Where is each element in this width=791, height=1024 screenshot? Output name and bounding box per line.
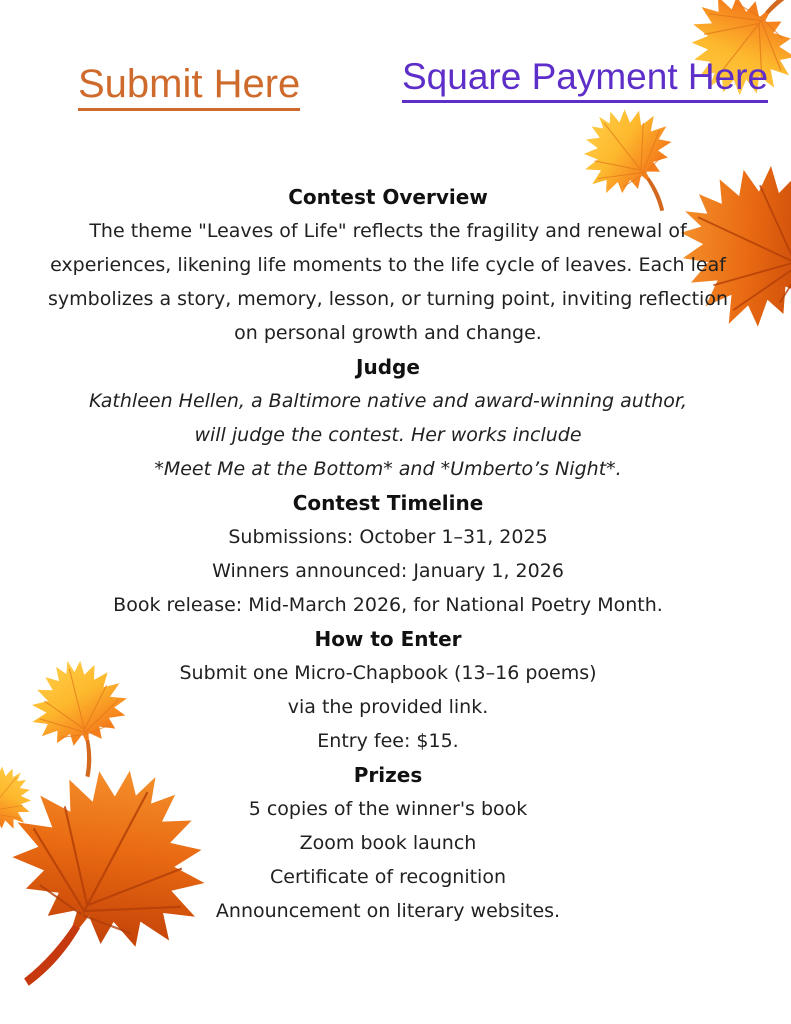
section-heading-how-to-enter: How to Enter	[314, 627, 462, 651]
text-line: Winners announced: January 1, 2026	[212, 560, 564, 582]
square-payment-link[interactable]: Square Payment Here	[402, 58, 768, 103]
text-line: The theme "Leaves of Life" reflects the fragility and renewal of	[89, 220, 687, 242]
text-line: Submit one Micro-Chapbook (13–16 poems)	[179, 662, 597, 684]
text-line: *Meet Me at the Bottom* and *Umberto’s Night*.	[154, 458, 622, 480]
text-line: experiences, likening life moments to the life cycle of leaves. Each leaf	[50, 254, 726, 276]
text-line: via the provided link.	[287, 696, 489, 718]
text-line: Zoom book launch	[299, 832, 477, 854]
text-line: will judge the contest. Her works include	[194, 424, 582, 446]
text-line: Entry fee: $15.	[317, 730, 459, 752]
section-heading-contest-overview: Contest Overview	[288, 185, 488, 209]
text-line: Certificate of recognition	[269, 866, 506, 888]
text-line: Announcement on literary websites.	[215, 900, 561, 922]
section-heading-contest-timeline: Contest Timeline	[292, 491, 484, 515]
text-line: Submissions: October 1–31, 2025	[228, 526, 548, 548]
text-line: 5 copies of the winner's book	[248, 798, 528, 820]
submit-link[interactable]: Submit Here	[78, 63, 300, 111]
section-heading-judge: Judge	[356, 355, 420, 379]
text-line: Book release: Mid-March 2026, for National Poetry Month.	[113, 594, 663, 616]
section-heading-prizes: Prizes	[353, 763, 423, 787]
contest-info	[0, 180, 776, 928]
text-line: Kathleen Hellen, a Baltimore native and award-winning author,	[89, 390, 687, 412]
text-line: symbolizes a story, memory, lesson, or turning point, inviting reflection	[47, 288, 728, 310]
text-line: on personal growth and change.	[234, 322, 542, 344]
